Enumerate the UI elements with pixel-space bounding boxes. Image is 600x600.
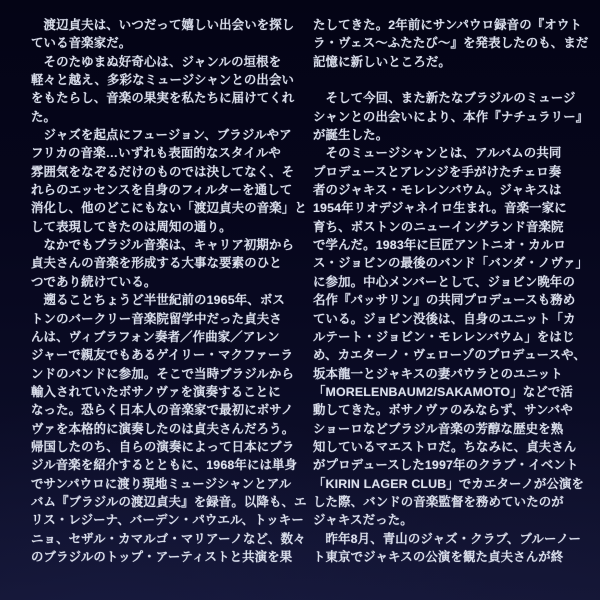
text-line: ス・ジョビンの最後のバンド「バンダ・ノヴァ」: [313, 256, 589, 271]
text-line: たしてきた。2年前にサンパウロ録音の『オウト: [313, 18, 582, 32]
text-line: で学んだ。1983年に巨匠アントニオ・カルロ: [313, 238, 566, 253]
text-line: ラ・ヴェス〜ふたたび〜』を発表したのも、まだ: [313, 36, 589, 51]
text-line: [313, 71, 581, 89]
text-line: がプロデュースした1997年のクラブ・イベント: [313, 458, 579, 473]
text-line: ている音楽家だ。: [31, 36, 132, 51]
text-line: 貞夫さんの音楽を形成する大事な要素のひと: [31, 256, 282, 271]
text-line: 雰囲気をなぞるだけのものでは決してなく、そ: [31, 164, 295, 179]
text-line: そのたゆまぬ好奇心は、ジャンルの垣根を: [31, 54, 282, 69]
text-line: そのミュージシャンとは、アルバムの共同: [313, 146, 562, 161]
text-line: 育ち、ボストンのニューイングランド音楽院: [313, 219, 564, 234]
text-line: トンのバークリー音楽院留学中だった貞夫さ: [31, 311, 282, 326]
text-line: つであり続けている。: [31, 274, 157, 289]
text-line: 軽々と越え、多彩なミュージシャンとの出会い: [31, 73, 295, 88]
text-line: 昨年8月、青山のジャズ・クラブ、ブルーノー: [313, 531, 582, 546]
text-column-left: [31, 16, 307, 566]
text-line: 坂本龍一とジャキスの妻パウラとのユニット: [313, 366, 563, 381]
text-line: ニョ、セザル・カマルゴ・マリアーノなど、数々: [31, 531, 306, 546]
text-line: ジル音楽を紹介するとともに、1968年には単身: [31, 458, 298, 473]
text-line: ジャズを起点にフュージョン、ブラジルやア: [31, 128, 292, 143]
text-line: 知しているマエストロだ。ちなみに、貞夫さん: [313, 439, 577, 454]
text-line: め、カエターノ・ヴェローゾのプロデュースや、: [313, 348, 586, 363]
text-line: ジャーで親友でもあるゲイリー・マクファーラ: [31, 348, 293, 363]
text-line: 動してきた。ボサノヴァのみならず、サンバや: [313, 403, 573, 418]
text-line: 1954年リオデジャネイロ生まれ。音楽一家に: [313, 201, 567, 216]
text-line: 遡ることちょうど半世紀前の1965年、ボス: [31, 293, 285, 308]
text-line: フリカの音楽…いずれも表面的なスタイルや: [31, 146, 281, 161]
text-line: 帰国したのち、自らの演奏によって日本にブラ: [31, 439, 295, 454]
text-line: して表現してきたのは周知の通り。: [31, 219, 232, 234]
text-line: 輸入されていたボサノヴァを演奏することに: [31, 384, 281, 399]
text-line: でサンパウロに渡り現地ミュージシャンとアル: [31, 476, 292, 491]
text-line: リス・レジーナ、バーデン・パウエル、トッキー: [31, 513, 304, 528]
text-line: のブラジルのトップ・アーティストと共演を果: [31, 549, 293, 564]
text-line: 渡辺貞夫は、いつだって嬉しい出会いを探し: [31, 18, 295, 32]
text-line: んは、ヴィブラフォン奏者／作曲家／アレン: [31, 329, 280, 344]
text-line: プロデュースとアレンジを手がけたチェロ奏: [313, 164, 562, 179]
text-line: ルテート・ジョビン・モレレンバウム」をはじ: [313, 329, 575, 344]
text-line: をもたらし、音楽の果実を私たちに届けてくれ: [31, 91, 295, 106]
text-line: 記憶に新しいところだ。: [313, 54, 451, 69]
text-column-right: [313, 16, 589, 566]
text-line: 「KIRIN LAGER CLUB」でカエターノが公演を: [313, 476, 585, 491]
text-line: ト東京でジャキスの公演を観た貞夫さんが終: [313, 549, 564, 564]
text-line: た。: [31, 109, 57, 124]
text-line: 消化し、他のどこにもない「渡辺貞夫の音楽」と: [31, 201, 307, 216]
text-line: 「MORELENBAUM2/SAKAMOTO」などで活: [313, 384, 573, 399]
text-line: ショーロなどブラジル音楽の芳醇な歴史を熟: [313, 421, 564, 436]
text-line: れらのエッセンスを自身のフィルターを通して: [31, 183, 293, 198]
text-line: 者のジャキス・モレレンバウム。ジャキスは: [313, 183, 562, 198]
text-line: ている。ジョビン没後は、自身のユニット「カ: [313, 311, 576, 326]
text-line: バム『ブラジルの渡辺貞夫』を録音。以降も、エ: [31, 494, 307, 509]
text-line: シャンとの出会いにより、本作『ナチュラリー』: [313, 109, 589, 124]
text-line: した際、バンドの音楽監督を務めていたのが: [313, 494, 564, 509]
text-line: に参加。中心メンバーとして、ジョビン晩年の: [313, 274, 575, 289]
text-line: なかでもブラジル音楽は、キャリア初期から: [31, 238, 295, 253]
text-line: そして今回、また新たなブラジルのミュージ: [313, 91, 576, 106]
text-line: ジャキスだった。: [313, 513, 413, 528]
text-line: なった。恐らく日本人の音楽家で最初にボサノ: [31, 403, 294, 418]
text-line: が誕生した。: [313, 128, 389, 143]
text-line: ンドのバンドに参加。そこで当時ブラジルから: [31, 366, 295, 381]
text-line: 名作『パッサリン』の共同プロデュースも務め: [313, 293, 576, 308]
text-line: ヴァを本格的に演奏したのは貞夫さんだろう。: [31, 421, 295, 436]
